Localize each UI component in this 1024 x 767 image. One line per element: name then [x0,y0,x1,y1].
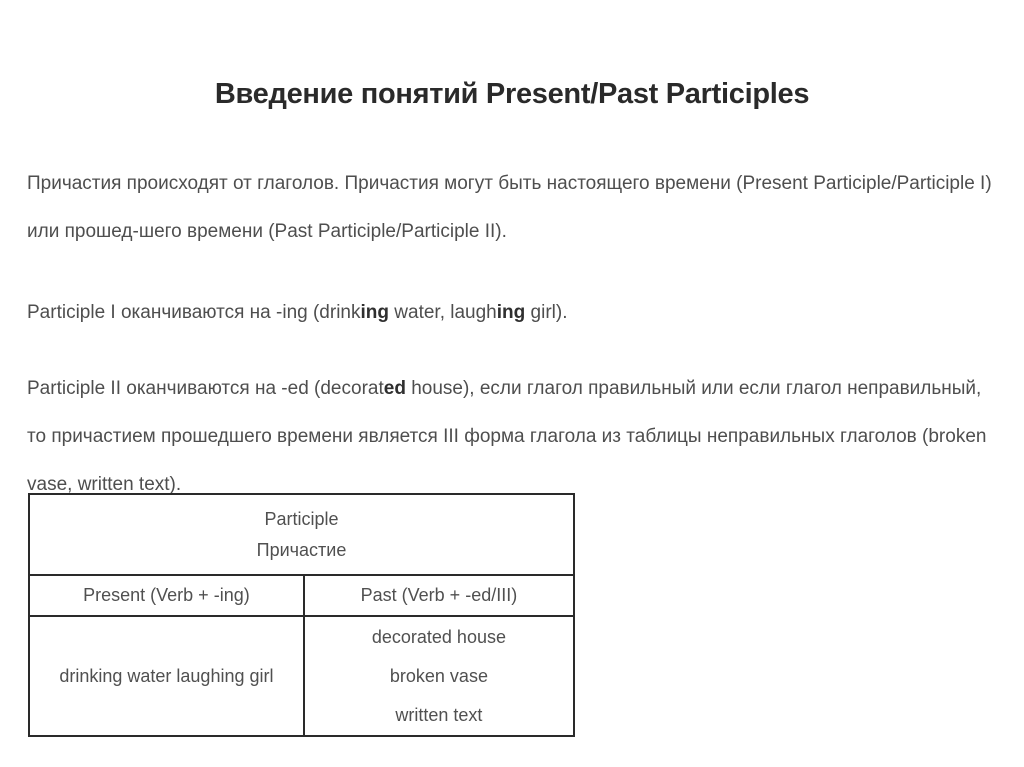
ing-ending-bold-1: ing [360,302,389,323]
participle-one-text-prefix: Participle I оканчиваются на -ing (drink [27,302,361,323]
past-examples-cell [304,616,574,736]
participle-two-paragraph [27,365,1002,509]
page-title: Введение понятий Present/Past Participles [214,78,810,110]
column-header-past: Past (Verb + -ed/III) [304,575,574,616]
intro-paragraph: Причастия происходят от глаголов. Причастия могут быть настоящего времени (Present Participle/Participle I) или прошед-шего времени (Past Participle/Participle II). [27,173,992,242]
past-example-item: written text [395,704,483,725]
participle-table [28,493,575,737]
table-header-english: Participle [264,508,339,529]
column-header-present: Present (Verb + -ing) [29,575,304,616]
table-header-russian: Причастие [256,539,347,560]
ing-ending-bold-2: ing [496,302,526,323]
present-examples-cell: drinking water laughing girl [29,616,304,736]
participle-two-text-prefix: Participle II оканчиваются на -ed (decorat [27,378,384,399]
table-header-row [29,494,574,575]
past-example-item: decorated house [371,626,506,647]
table-header-cell [29,494,574,575]
past-example-item: broken vase [389,665,488,686]
table-row [29,616,574,736]
participle-one-paragraph [27,289,1002,337]
participle-two-text-suffix: house), если глагол правильный или если глагол неправильный, то причастием прошедшего времени является III форма глагола из таблицы неправильных глаголов (broken vase, written text). [27,378,987,495]
table-subheader-row [29,575,574,616]
ed-ending-bold: ed [383,378,406,399]
participle-one-text-suffix: girl). [525,302,568,323]
participle-one-text-middle: water, laugh [389,302,497,323]
